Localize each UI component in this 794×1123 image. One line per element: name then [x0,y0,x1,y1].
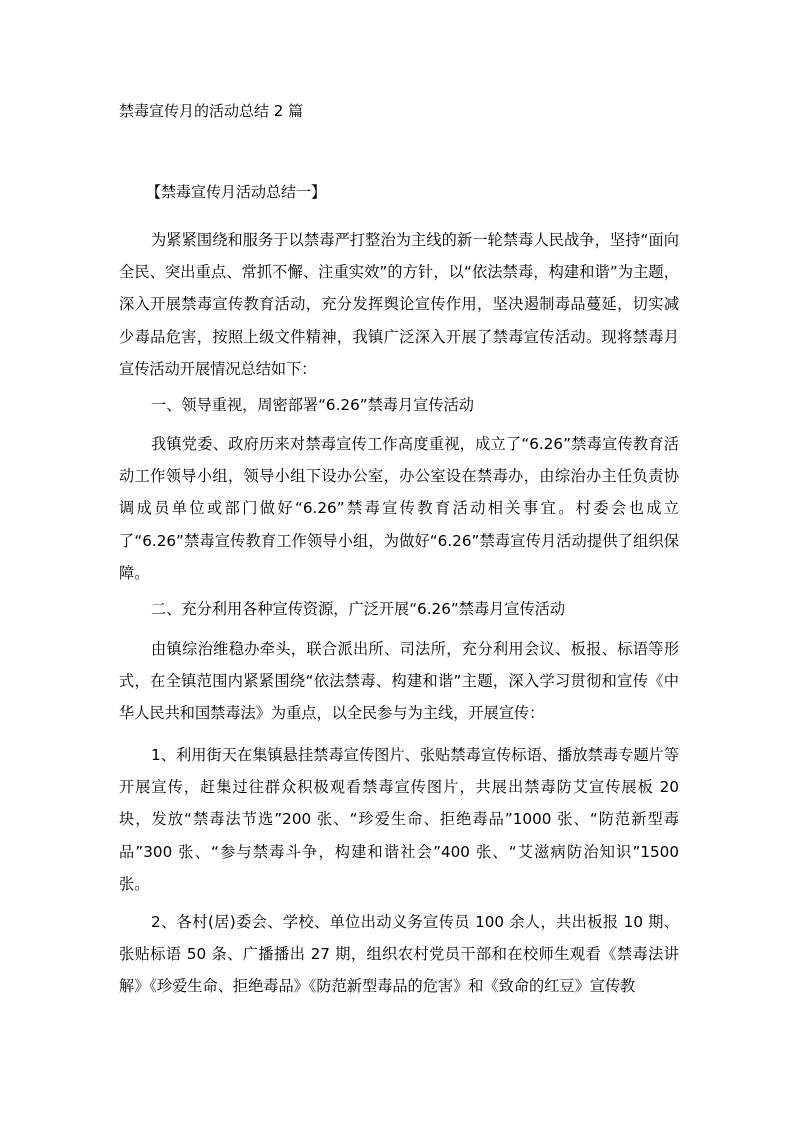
document-title: 禁毒宣传月的活动总结 2 篇 [119,102,304,120]
paragraph-leadership: 我镇党委、政府历来对禁毒宣传工作高度重视，成立了“6.26”禁毒宣传教育活动工作领导小组，领导小组下设办公室，办公室设在禁毒办，由综治办主任负责协调成员单位或部门做好“6.26”禁毒宣传教育活动相关事宜。村委会也成立了“6.26”禁毒宣传教育工作领导小组，为做好“6.26”禁毒宣传月活动提供了组织保障。 [119,435,679,582]
paragraph-item-one: 1、利用街天在集镇悬挂禁毒宣传图片、张贴禁毒宣传标语、播放禁毒专题片等开展宣传，赶集过往群众积极观看禁毒宣传图片，共展出禁毒防艾宣传展板 20 块，发放“禁毒法节选”200 张、“珍爱生命、拒绝毒品”1000 张、“防范新型毒品”300 张、“参与禁毒斗争，构建和谐社会”400 张、“艾滋病防治知识”1500 张。 [119,746,679,893]
paragraph-intro: 为紧紧围绕和服务于以禁毒严打整治为主线的新一轮禁毒人民战争，坚持“面向全民、突出重点、常抓不懈、注重实效”的方针，以“依法禁毒，构建和谐”为主题，深入开展禁毒宣传教育活动，充分发挥舆论宣传作用，坚决遏制毒品蔓延，切实减少毒品危害，按照上级文件精神，我镇广泛深入开展了禁毒宣传活动。现将禁毒月宣传活动开展情况总结如下： [119,231,679,378]
heading-one: 一、领导重视，周密部署“6.26”禁毒月宣传活动 [151,396,474,414]
section-heading: 【禁毒宣传月活动总结一】 [146,183,327,201]
paragraph-item-two: 2、各村(居)委会、学校、单位出动义务宣传员 100 余人，共出板报 10 期、张贴标语 50 条、广播播出 27 期，组织农村党员干部和在校师生观看《禁毒法讲解》《珍爱生命、拒绝毒品》《防范新型毒品的危害》和《致命的红豆》宣传教 [119,913,679,996]
heading-two: 二、充分利用各种宣传资源，广泛开展“6.26”禁毒月宣传活动 [151,600,566,618]
paragraph-resources: 由镇综治维稳办牵头，联合派出所、司法所，充分利用会议、板报、标语等形式，在全镇范围内紧紧围绕“依法禁毒、构建和谐”主题，深入学习贯彻和宣传《中华人民共和国禁毒法》为重点，以全民参与为主线，开展宣传： [119,640,679,723]
